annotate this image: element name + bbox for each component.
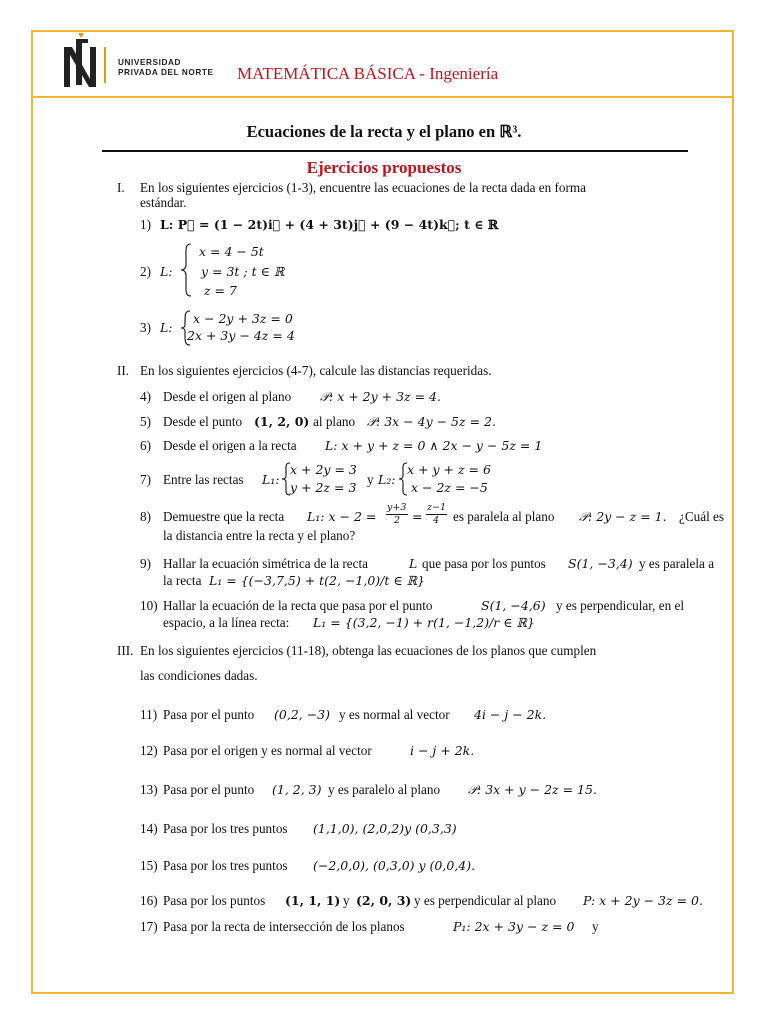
exercise-9-line-symbol: L: [409, 556, 418, 571]
exercise-10-point: S(1, −4,6): [481, 598, 546, 613]
exercise-3-row-2: 2x + 3y − 4z = 4: [187, 328, 295, 343]
section-subtitle: Ejercicios propuestos: [306, 158, 462, 177]
exercise-17-text: Pasa por la recta de intersección de los planos: [163, 919, 405, 934]
exercise-9-line-2-text: la recta: [163, 573, 202, 588]
exercise-1-expression: L: P⃗ = (1 − 2t)i⃗ + (4 + 3t)j⃗ + (9 − 4t)k⃗; t ∈ ℝ: [160, 217, 499, 232]
exercise-10-text-a: Hallar la ecuación de la recta que pasa por el punto: [163, 598, 433, 613]
exercise-13-text-b: y es paralelo al plano: [328, 782, 441, 797]
university-name: [118, 58, 214, 78]
exercise-4-number: 4): [140, 389, 151, 404]
exercise-7-l1-label: L₁:: [262, 472, 280, 487]
exercise-5-plane: 𝒫: 3x − 4y − 5z = 2.: [367, 414, 496, 429]
university-logo: [46, 33, 116, 91]
exercise-8-text-a: Demuestre que la recta: [163, 509, 285, 524]
exercise-9-text-a: Hallar la ecuación simétrica de la recta: [163, 556, 369, 571]
exercise-13-point: (1, 2, 3): [272, 782, 322, 797]
exercise-12-text: Pasa por el origen y es normal al vector: [163, 743, 372, 758]
exercise-4-math: 𝒫: x + 2y + 3z = 4.: [320, 389, 441, 404]
exercise-7-l2-label: L₂:: [378, 472, 396, 487]
exercise-10-text-b: y es perpendicular, en el: [556, 598, 684, 613]
exercise-8-text-c: ¿Cuál es: [679, 509, 725, 524]
exercise-7-l2-row-2: x − 2z = −5: [411, 480, 488, 495]
exercise-16-text-c: y es perpendicular al plano: [414, 893, 557, 908]
exercise-6-number: 6): [140, 438, 151, 453]
section-1-intro-1: En los siguientes ejercicios (1-3), encuentre las ecuaciones de la recta dada en forma: [140, 180, 586, 195]
exercise-11-text-a: Pasa por el punto: [163, 707, 255, 722]
exercise-7-conjunction: y: [367, 472, 374, 487]
exercise-17-plane: P₁: 2x + 3y − z = 0: [453, 919, 575, 934]
exercise-9-line-2-math: L₁ = {(−3,7,5) + t(2, −1,0)/t ∈ ℝ}: [209, 573, 425, 588]
document-title: Ecuaciones de la recta y el plano en ℝ³.: [246, 122, 522, 141]
exercise-11-text-b: y es normal al vector: [339, 707, 450, 722]
exercise-7-text: Entre las rectas: [163, 472, 244, 487]
section-2-numeral: II.: [117, 363, 130, 378]
exercise-2-row-1: x = 4 − 5t: [199, 244, 264, 259]
exercise-7-l2-row-1: x + y + z = 6: [407, 462, 491, 477]
exercise-16-plane: P: x + 2y − 3z = 0.: [583, 893, 703, 908]
university-line1: UNIVERSIDAD: [118, 58, 182, 67]
exercise-15-number: 15): [140, 858, 158, 873]
section-3-intro-1: En los siguientes ejercicios (11-18), obtenga las ecuaciones de los planos que cumplen: [140, 643, 597, 658]
exercise-6-text: Desde el origen a la recta: [163, 438, 297, 453]
exercise-3-row-1: x − 2y + 3z = 0: [193, 311, 293, 326]
section-2-intro: En los siguientes ejercicios (4-7), calcule las distancias requeridas.: [140, 363, 492, 378]
exercise-4-text: Desde el origen al plano: [163, 389, 292, 404]
exercise-14-number: 14): [140, 821, 158, 836]
exercise-8-number: 8): [140, 509, 151, 524]
university-line2: PRIVADA DEL NORTE: [118, 68, 214, 77]
exercise-12-vector: i − j + 2k.: [410, 743, 475, 758]
exercise-9-text-c: y es paralela a: [639, 556, 715, 571]
exercise-13-text-a: Pasa por el punto: [163, 782, 255, 797]
exercise-2-label: L:: [160, 264, 173, 279]
exercise-10-number: 10): [140, 598, 158, 613]
exercise-8-frac1-den: 2: [394, 515, 401, 526]
exercise-10-line-2-math: L₁ = {(3,2, −1) + r(1, −1,2)/r ∈ ℝ}: [313, 615, 535, 630]
exercise-14-text: Pasa por los tres puntos: [163, 821, 288, 836]
exercise-12-number: 12): [140, 743, 158, 758]
exercise-8-frac1-num: y+3: [387, 502, 407, 513]
course-title: MATEMÁTICA BÁSICA - Ingeniería: [237, 64, 499, 83]
exercise-3-label: L:: [160, 320, 173, 335]
exercise-5-text-b: al plano: [313, 414, 356, 429]
exercise-7-l1-row-2: y + 2z = 3: [290, 480, 357, 495]
exercise-7-number: 7): [140, 472, 151, 487]
exercise-11-point: (0,2, −3): [274, 707, 331, 722]
exercise-16-point-1: (1, 1, 1): [285, 893, 341, 908]
exercise-5-number: 5): [140, 414, 151, 429]
exercise-8-text-b: es paralela al plano: [453, 509, 555, 524]
exercise-15-text: Pasa por los tres puntos: [163, 858, 288, 873]
exercise-8-plane: 𝒫: 2y − z = 1.: [579, 509, 667, 524]
exercise-13-plane: 𝒫: 3x + y − 2z = 15.: [468, 782, 597, 797]
exercise-16-text-a: Pasa por los puntos: [163, 893, 266, 908]
exercise-8-frac2-num: z−1: [427, 502, 447, 513]
exercise-6-math: L: x + y + z = 0 ∧ 2x − y − 5z = 1: [325, 438, 543, 453]
exercise-5-text-a: Desde el punto: [163, 414, 243, 429]
exercise-8-frac2-den: 4: [433, 515, 440, 526]
exercise-16-point-2: (2, 0, 3): [356, 893, 412, 908]
exercise-1-number: 1): [140, 217, 151, 232]
section-1-intro-2: estándar.: [140, 195, 187, 210]
title-rule: [102, 150, 688, 152]
exercise-16-text-b: y: [343, 893, 350, 908]
exercise-17-number: 17): [140, 919, 158, 934]
exercise-8-line-2: la distancia entre la recta y el plano?: [163, 528, 356, 543]
exercise-9-point: S(1, −3,4): [568, 556, 633, 571]
exercise-8-equals: =: [412, 509, 423, 524]
exercise-2-row-2: y = 3t ; t ∈ ℝ: [201, 264, 285, 279]
exercise-5-point: (1, 2, 0): [254, 414, 310, 429]
exercise-2-row-3: z = 7: [204, 283, 237, 298]
section-1-numeral: I.: [117, 180, 125, 195]
exercise-11-vector: 4i − j − 2k.: [474, 707, 547, 722]
exercise-10-line-2-text: espacio, a la línea recta:: [163, 615, 290, 630]
exercise-8-line: L₁: x − 2 =: [307, 509, 377, 524]
exercise-15-points: (−2,0,0), (0,3,0) y (0,0,4).: [313, 858, 476, 873]
exercise-14-points: (1,1,0), (2,0,2)y (0,3,3): [313, 821, 457, 836]
exercise-3-number: 3): [140, 320, 151, 335]
exercise-2-brace: [180, 243, 192, 297]
exercise-11-number: 11): [140, 707, 158, 722]
section-3-intro-2: las condiciones dadas.: [140, 668, 258, 683]
exercise-2-number: 2): [140, 264, 151, 279]
exercise-9-text-b: que pasa por los puntos: [422, 556, 546, 571]
exercise-7-l1-row-1: x + 2y = 3: [290, 462, 357, 477]
exercise-16-number: 16): [140, 893, 158, 908]
exercise-17-tail: y: [592, 919, 599, 934]
section-3-numeral: III.: [117, 643, 134, 658]
exercise-9-number: 9): [140, 556, 151, 571]
exercise-13-number: 13): [140, 782, 158, 797]
